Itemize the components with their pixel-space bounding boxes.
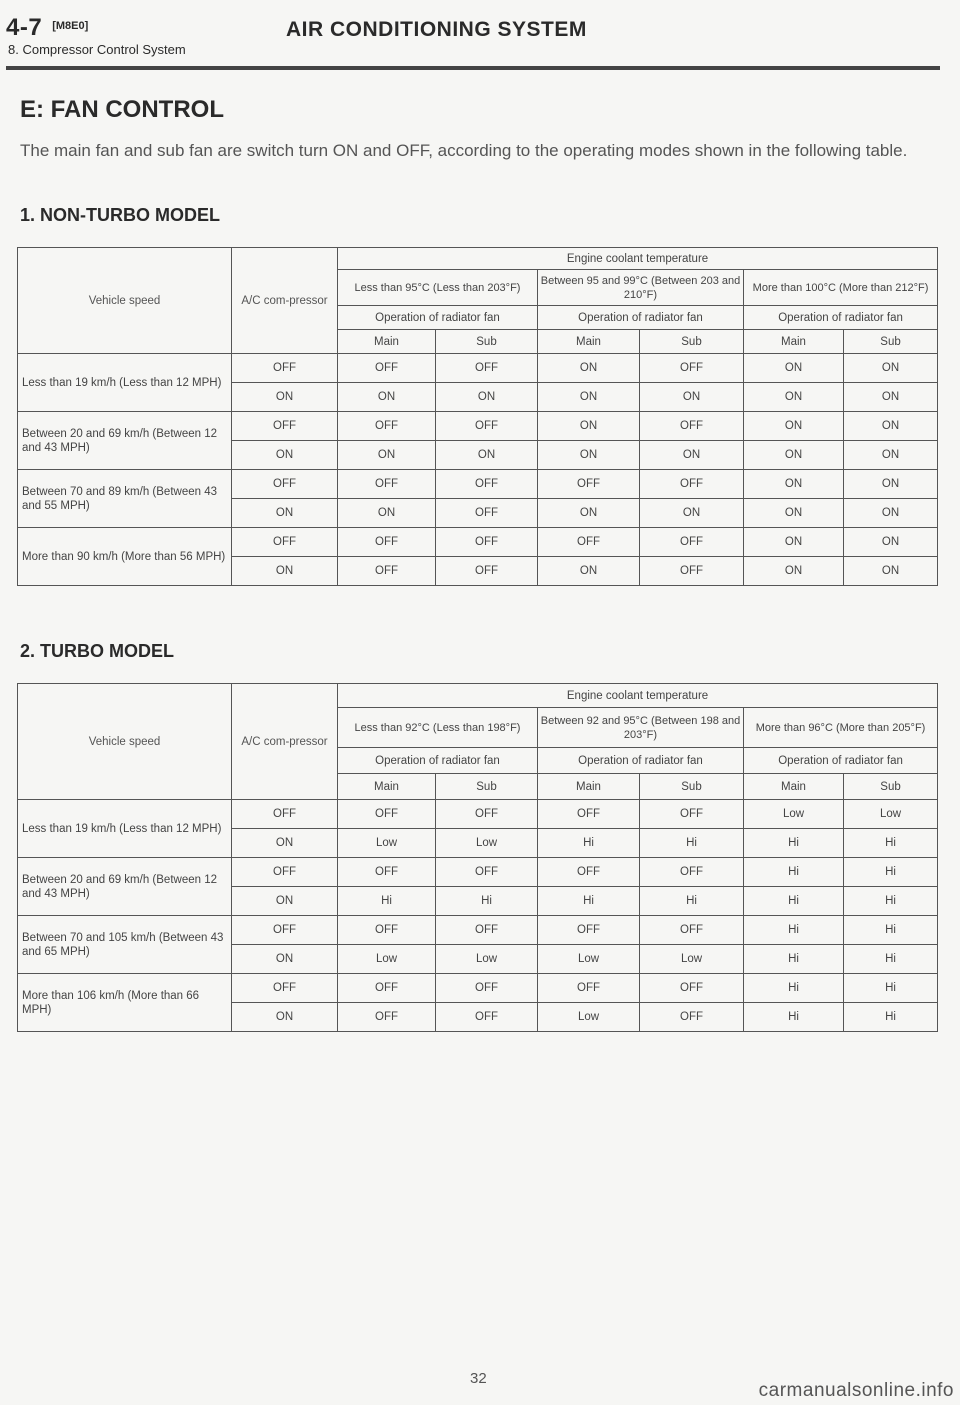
fan-state: Hi (844, 974, 938, 1003)
vehicle-speed-range: Between 70 and 89 km/h (Between 43 and 55 MPH) (18, 470, 232, 528)
table-row (18, 470, 938, 499)
fan-state: Hi (844, 945, 938, 974)
vehicle-speed-range: Between 70 and 105 km/h (Between 43 and 65 MPH) (18, 916, 232, 974)
table-heading-turbo: 2. TURBO MODEL (20, 641, 175, 661)
fan-state: ON (538, 557, 640, 586)
fan-state: OFF (640, 974, 744, 1003)
main-fan-label: Main (538, 774, 640, 800)
vehicle-speed-range: Less than 19 km/h (Less than 12 MPH) (18, 800, 232, 858)
fan-state: Hi (744, 1003, 844, 1032)
fan-state: Hi (640, 829, 744, 858)
table-heading-non-turbo: 1. NON-TURBO MODEL (20, 205, 220, 225)
ac-state: ON (232, 887, 338, 916)
vehicle-speed-range: Between 20 and 69 km/h (Between 12 and 43 MPH) (18, 412, 232, 470)
fan-state: ON (844, 354, 938, 383)
fan-state: ON (338, 499, 436, 528)
ac-state: ON (232, 945, 338, 974)
header-row (18, 248, 938, 270)
page-ref: 4-7 (6, 14, 43, 41)
fan-state: ON (538, 499, 640, 528)
fan-state: Hi (538, 829, 640, 858)
fan-state: ON (640, 499, 744, 528)
fan-state: ON (538, 441, 640, 470)
fan-state: OFF (436, 916, 538, 945)
intro-paragraph: The main fan and sub fan are switch turn ON and OFF, according to the operating modes shown in the following table. (20, 141, 908, 160)
fan-state: OFF (436, 858, 538, 887)
table-row (18, 354, 938, 383)
fan-state: OFF (338, 412, 436, 441)
fan-state: OFF (338, 974, 436, 1003)
ac-state: ON (232, 499, 338, 528)
fan-state: OFF (640, 858, 744, 887)
ac-state: ON (232, 383, 338, 412)
vehicle-speed-range: Less than 19 km/h (Less than 12 MPH) (18, 354, 232, 412)
ac-state: OFF (232, 916, 338, 945)
fan-state: Low (538, 1003, 640, 1032)
main-fan-label: Main (338, 774, 436, 800)
fan-state: Hi (744, 974, 844, 1003)
fan-state: Hi (844, 916, 938, 945)
fan-state: Low (436, 829, 538, 858)
ac-state: ON (232, 441, 338, 470)
fan-state: Hi (744, 945, 844, 974)
fan-state: ON (744, 557, 844, 586)
fan-table-non-turbo (17, 247, 938, 586)
ac-state: OFF (232, 858, 338, 887)
fan-state: OFF (338, 354, 436, 383)
fan-state: OFF (436, 412, 538, 441)
operation-label: Operation of radiator fan (338, 306, 538, 330)
fan-state: ON (744, 528, 844, 557)
ac-state: ON (232, 1003, 338, 1032)
fan-state: ON (844, 557, 938, 586)
fan-state: Hi (538, 887, 640, 916)
fan-state: OFF (640, 916, 744, 945)
sub-fan-label: Sub (844, 774, 938, 800)
fan-state: ON (844, 383, 938, 412)
ac-state: OFF (232, 974, 338, 1003)
fan-state: OFF (338, 1003, 436, 1032)
fan-state: ON (640, 383, 744, 412)
vehicle-speed-range: More than 106 km/h (More than 66 MPH) (18, 974, 232, 1032)
fan-state: OFF (338, 800, 436, 829)
fan-state: Low (338, 829, 436, 858)
fan-state: ON (538, 383, 640, 412)
temp-range: Between 95 and 99°C (Between 203 and 210°F) (538, 270, 744, 306)
fan-state: ON (436, 441, 538, 470)
fan-state: OFF (338, 916, 436, 945)
fan-state: OFF (640, 470, 744, 499)
fan-state: Hi (744, 858, 844, 887)
fan-state: Low (640, 945, 744, 974)
fan-state: Low (338, 945, 436, 974)
fan-state: ON (844, 499, 938, 528)
fan-state: ON (436, 383, 538, 412)
ac-state: OFF (232, 412, 338, 441)
fan-state: ON (744, 412, 844, 441)
header-rule (6, 66, 940, 70)
fan-state: Low (436, 945, 538, 974)
ac-state: OFF (232, 800, 338, 829)
table-row (18, 916, 938, 945)
fan-state: OFF (640, 528, 744, 557)
sub-fan-label: Sub (436, 330, 538, 354)
operation-label: Operation of radiator fan (338, 748, 538, 774)
fan-state: ON (844, 528, 938, 557)
coolant-temp-header: Engine coolant temperature (338, 248, 938, 270)
model-code: [M8E0] (52, 20, 89, 32)
fan-state: Hi (844, 858, 938, 887)
fan-state: OFF (436, 528, 538, 557)
fan-state: ON (338, 441, 436, 470)
table-row (18, 858, 938, 887)
fan-state: OFF (538, 974, 640, 1003)
sub-fan-label: Sub (640, 774, 744, 800)
temp-range: More than 100°C (More than 212°F) (744, 270, 938, 306)
operation-label: Operation of radiator fan (744, 748, 938, 774)
fan-state: OFF (436, 800, 538, 829)
table-row (18, 528, 938, 557)
section-title: E: FAN CONTROL (20, 96, 224, 123)
temp-range: Less than 92°C (Less than 198°F) (338, 708, 538, 748)
section-name: 8. Compressor Control System (8, 42, 186, 57)
fan-state: ON (744, 470, 844, 499)
table-row (18, 412, 938, 441)
vehicle-speed-range: Between 20 and 69 km/h (Between 12 and 43 MPH) (18, 858, 232, 916)
fan-state: Hi (844, 1003, 938, 1032)
fan-state: OFF (538, 916, 640, 945)
temp-range: More than 96°C (More than 205°F) (744, 708, 938, 748)
fan-state: OFF (338, 470, 436, 499)
fan-state: OFF (640, 557, 744, 586)
fan-state: Hi (844, 887, 938, 916)
ac-state: OFF (232, 528, 338, 557)
main-fan-label: Main (744, 330, 844, 354)
fan-state: ON (338, 383, 436, 412)
fan-state: OFF (640, 354, 744, 383)
fan-state: ON (844, 441, 938, 470)
fan-state: ON (844, 470, 938, 499)
fan-state: ON (844, 412, 938, 441)
fan-state: Hi (744, 887, 844, 916)
sub-fan-label: Sub (436, 774, 538, 800)
fan-state: OFF (538, 800, 640, 829)
coolant-temp-header: Engine coolant temperature (338, 684, 938, 708)
fan-state: OFF (640, 1003, 744, 1032)
page-number: 32 (470, 1370, 487, 1387)
sub-fan-label: Sub (640, 330, 744, 354)
page-header (6, 14, 936, 57)
fan-state: OFF (436, 974, 538, 1003)
vehicle-speed-header: Vehicle speed (18, 248, 232, 354)
fan-state: OFF (436, 499, 538, 528)
fan-state: OFF (640, 412, 744, 441)
ac-compressor-header: A/C com-pressor (232, 684, 338, 800)
fan-state: ON (744, 354, 844, 383)
operation-label: Operation of radiator fan (538, 748, 744, 774)
ac-state: ON (232, 829, 338, 858)
ac-state: OFF (232, 354, 338, 383)
fan-state: Hi (436, 887, 538, 916)
header-row (18, 684, 938, 708)
fan-state: ON (640, 441, 744, 470)
main-fan-label: Main (538, 330, 640, 354)
operation-label: Operation of radiator fan (744, 306, 938, 330)
fan-state: OFF (538, 528, 640, 557)
table-row (18, 974, 938, 1003)
vehicle-speed-header: Vehicle speed (18, 684, 232, 800)
ac-state: ON (232, 557, 338, 586)
fan-state: Hi (338, 887, 436, 916)
fan-state: ON (538, 354, 640, 383)
fan-state: OFF (538, 470, 640, 499)
ac-compressor-header: A/C com-pressor (232, 248, 338, 354)
fan-table-turbo (17, 683, 938, 1032)
fan-state: Hi (744, 916, 844, 945)
watermark: carmanualsonline.info (758, 1380, 954, 1401)
fan-state: Low (538, 945, 640, 974)
temp-range: Less than 95°C (Less than 203°F) (338, 270, 538, 306)
fan-state: OFF (640, 800, 744, 829)
fan-state: OFF (436, 470, 538, 499)
fan-state: ON (744, 383, 844, 412)
sub-fan-label: Sub (844, 330, 938, 354)
fan-state: ON (744, 441, 844, 470)
fan-state: Hi (744, 829, 844, 858)
table-row (18, 800, 938, 829)
fan-state: OFF (338, 858, 436, 887)
fan-state: ON (744, 499, 844, 528)
fan-state: Hi (640, 887, 744, 916)
operation-label: Operation of radiator fan (538, 306, 744, 330)
fan-state: OFF (436, 354, 538, 383)
fan-state: OFF (538, 858, 640, 887)
ac-state: OFF (232, 470, 338, 499)
vehicle-speed-range: More than 90 km/h (More than 56 MPH) (18, 528, 232, 586)
fan-state: ON (538, 412, 640, 441)
main-fan-label: Main (744, 774, 844, 800)
fan-state: OFF (436, 1003, 538, 1032)
fan-state: Low (744, 800, 844, 829)
fan-state: OFF (338, 528, 436, 557)
fan-state: Hi (844, 829, 938, 858)
temp-range: Between 92 and 95°C (Between 198 and 203°F) (538, 708, 744, 748)
fan-state: OFF (338, 557, 436, 586)
fan-state: Low (844, 800, 938, 829)
fan-state: OFF (436, 557, 538, 586)
main-fan-label: Main (338, 330, 436, 354)
page-title: AIR CONDITIONING SYSTEM (286, 18, 587, 41)
